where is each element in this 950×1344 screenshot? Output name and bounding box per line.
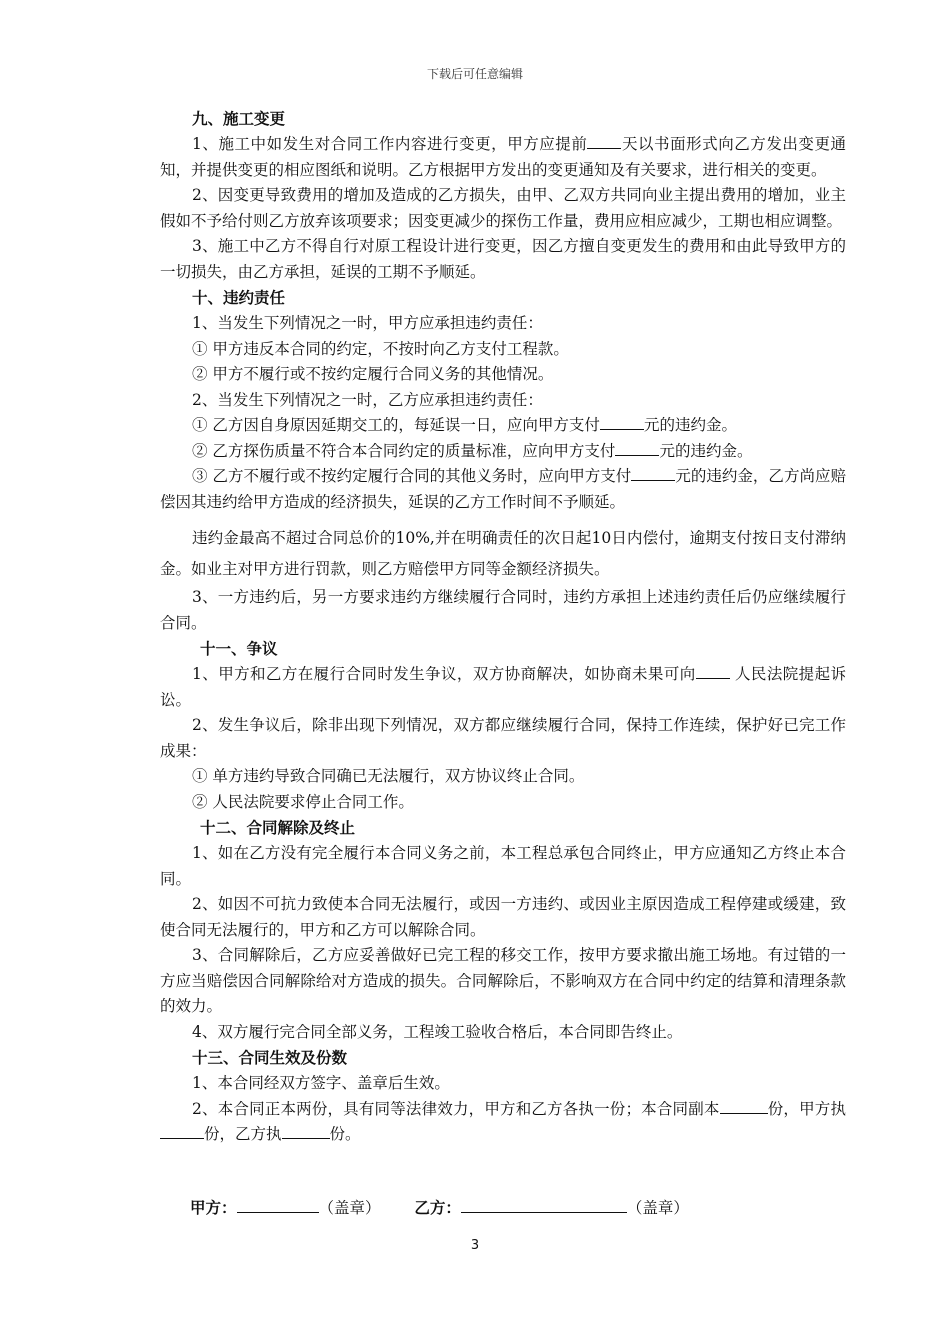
paragraph: 1、甲方和乙方在履行合同时发生争议，双方协商解决，如协商未果可向 人民法院提起诉讼。 bbox=[160, 662, 846, 713]
fill-blank bbox=[631, 464, 675, 481]
fill-blank bbox=[720, 1097, 768, 1114]
paragraph: 2、本合同正本两份，具有同等法律效力，甲方和乙方各执一份；本合同副本 份，甲方执份，乙方执 份。 bbox=[160, 1097, 846, 1148]
fill-blank bbox=[615, 439, 659, 456]
page-number: 3 bbox=[470, 1238, 480, 1253]
section-10-title: 十、违约责任 bbox=[192, 289, 286, 307]
list-item: ③ 乙方不履行或不按约定履行合同的其他义务时，应向甲方支付 元的违约金，乙方尚应赔偿因其违约给甲方造成的经济损失，延误的乙方工作时间不予顺延。 bbox=[160, 464, 846, 515]
party-a-label: 甲方： bbox=[190, 1199, 237, 1217]
paragraph: 2、当发生下列情况之一时，乙方应承担违约责任： bbox=[192, 390, 543, 409]
party-a-signature-blank bbox=[237, 1196, 319, 1213]
party-b-label: 乙方： bbox=[414, 1199, 461, 1217]
section-11-title: 十一、争议 bbox=[200, 640, 278, 658]
list-item: ② 乙方探伤质量不符合本合同约定的质量标准，应向甲方支付 元的违约金。 bbox=[160, 439, 846, 465]
paragraph: 2、发生争议后，除非出现下列情况，双方都应继续履行合同，保持工作连续，保护好已完工作成果： bbox=[160, 716, 846, 760]
paragraph: 1、如在乙方没有完全履行本合同义务之前，本工程总承包合同终止，甲方应通知乙方终止本合同。 bbox=[160, 844, 846, 888]
list-item: ① 乙方因自身原因延期交工的，每延误一日，应向甲方支付 元的违约金。 bbox=[160, 413, 846, 439]
fill-blank bbox=[160, 1122, 204, 1139]
section-12-title: 十二、合同解除及终止 bbox=[200, 819, 356, 837]
signature-line bbox=[190, 1196, 689, 1218]
page-header: 下载后可任意编辑 bbox=[426, 67, 523, 81]
list-item: ② 人民法院要求停止合同工作。 bbox=[192, 792, 414, 811]
document-body bbox=[160, 106, 846, 1148]
fill-blank bbox=[587, 132, 621, 149]
paragraph: 3、一方违约后，另一方要求违约方继续履行合同时，违约方承担上述违约责任后仍应继续履行合同。 bbox=[160, 588, 846, 632]
fill-blank bbox=[282, 1122, 330, 1139]
party-b-seal: （盖章） bbox=[626, 1199, 689, 1217]
paragraph: 2、如因不可抗力致使本合同无法履行，或因一方违约、或因业主原因造成工程停建或缓建，致使合同无法履行的，甲方和乙方可以解除合同。 bbox=[160, 895, 846, 939]
list-item: ② 甲方不履行或不按约定履行合同义务的其他情况。 bbox=[192, 365, 554, 383]
paragraph: 3、施工中乙方不得自行对原工程设计进行变更，因乙方擅自变更发生的费用和由此导致甲方的一切损失，由乙方承担，延误的工期不予顺延。 bbox=[160, 237, 846, 281]
section-9-title: 九、施工变更 bbox=[192, 110, 286, 128]
list-item: ① 单方违约导致合同确已无法履行，双方协议终止合同。 bbox=[192, 767, 585, 785]
paragraph: 2、因变更导致费用的增加及造成的乙方损失，由甲、乙双方共同向业主提出费用的增加，业主假如不予给付则乙方放弃该项要求；因变更减少的探伤工作量，费用应相应减少，工期也相应调整。 bbox=[160, 186, 846, 230]
paragraph: 违约金最高不超过合同总价的10%,并在明确责任的次日起10日内偿付，逾期支付按日支付滞纳金。如业主对甲方进行罚款，则乙方赔偿甲方同等金额经济损失。 bbox=[160, 529, 846, 578]
party-b-signature-blank bbox=[461, 1196, 627, 1213]
paragraph: 1、当发生下列情况之一时，甲方应承担违约责任： bbox=[192, 314, 543, 332]
paragraph: 1、施工中如发生对合同工作内容进行变更，甲方应提前 天以书面形式向乙方发出变更通知，并提供变更的相应图纸和说明。乙方根据甲方发出的变更通知及有关要求，进行相关的变更。 bbox=[160, 132, 846, 183]
paragraph: 1、本合同经双方签字、盖章后生效。 bbox=[192, 1074, 450, 1092]
paragraph: 3、合同解除后，乙方应妥善做好已完工程的移交工作，按甲方要求撤出施工场地。有过错的一方应当赔偿因合同解除给对方造成的损失。合同解除后，不影响双方在合同中约定的结算和清理条款的效力。 bbox=[160, 946, 846, 1015]
fill-blank bbox=[600, 413, 644, 430]
section-13-title: 十三、合同生效及份数 bbox=[192, 1049, 348, 1067]
paragraph: 4、双方履行完合同全部义务，工程竣工验收合格后，本合同即告终止。 bbox=[192, 1022, 683, 1041]
list-item: ① 甲方违反本合同的约定，不按时向乙方支付工程款。 bbox=[192, 339, 569, 358]
fill-blank bbox=[696, 662, 730, 679]
party-a-seal: （盖章） bbox=[318, 1199, 381, 1217]
